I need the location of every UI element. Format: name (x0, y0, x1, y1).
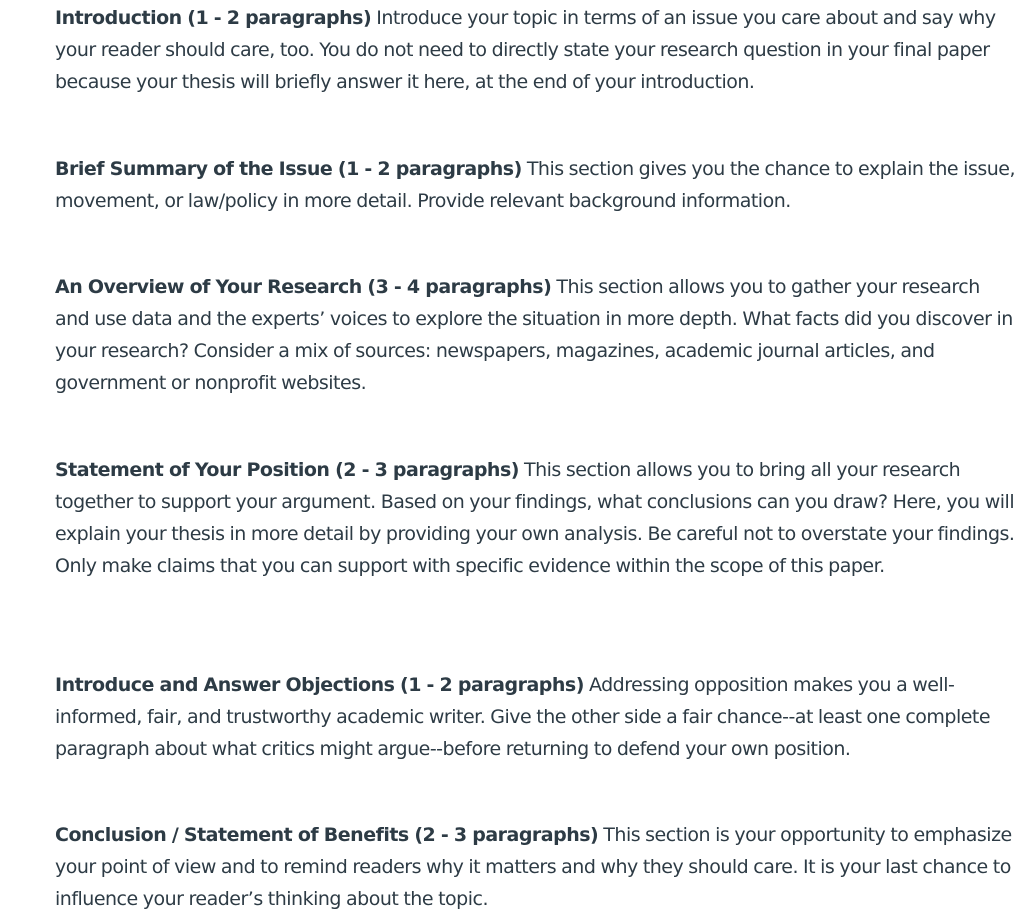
section-body: This section is your opportunity to emphasize your point of view and to remind readers why it matters and why they should care. It is your last chance to influence your reader’s thinking about the topic. (55, 824, 1012, 910)
section-heading: Introduction (1 - 2 paragraphs) (55, 7, 372, 29)
section-heading: An Overview of Your Research (3 - 4 paragraphs) (55, 276, 552, 298)
section-body: This section allows you to gather your research and use data and the experts’ voices to explore the situation in more depth. What facts did you discover in your research? Consider a mix of sources: newspapers, magazines, academic journal articles, and government or nonprofit websites. (55, 276, 1013, 394)
section-brief-summary (55, 153, 1015, 217)
section-heading: Brief Summary of the Issue (1 - 2 paragraphs) (55, 158, 522, 180)
section-heading: Conclusion / Statement of Benefits (2 - 3 paragraphs) (55, 824, 599, 846)
section-research-overview (55, 271, 1015, 399)
section-body: Introduce your topic in terms of an issue you care about and say why your reader should care, too. You do not need to directly state your research question in your final paper because your thesis will briefly answer it here, at the end of your introduction. (55, 7, 996, 93)
section-conclusion (55, 819, 1015, 915)
section-heading: Statement of Your Position (2 - 3 paragraphs) (55, 459, 519, 481)
section-heading: Introduce and Answer Objections (1 - 2 paragraphs) (55, 674, 584, 696)
section-body: Addressing opposition makes you a well-informed, fair, and trustworthy academic writer. Give the other side a fair chance--at least one complete paragraph about what critics might argue--before returning to defend your own position. (55, 674, 991, 760)
section-body: This section allows you to bring all your research together to support your argument. Based on your findings, what conclusions can you draw? Here, you will explain your thesis in more detail by providing your own analysis. Be careful not to overstate your findings. Only make claims that you can support with specific evidence within the scope of this paper. (55, 459, 1015, 577)
section-body: This section gives you the chance to explain the issue, movement, or law/policy in more detail. Provide relevant background information. (55, 158, 1016, 212)
section-introduction (55, 2, 1015, 98)
section-statement-of-position (55, 454, 1015, 582)
section-objections (55, 669, 1015, 765)
